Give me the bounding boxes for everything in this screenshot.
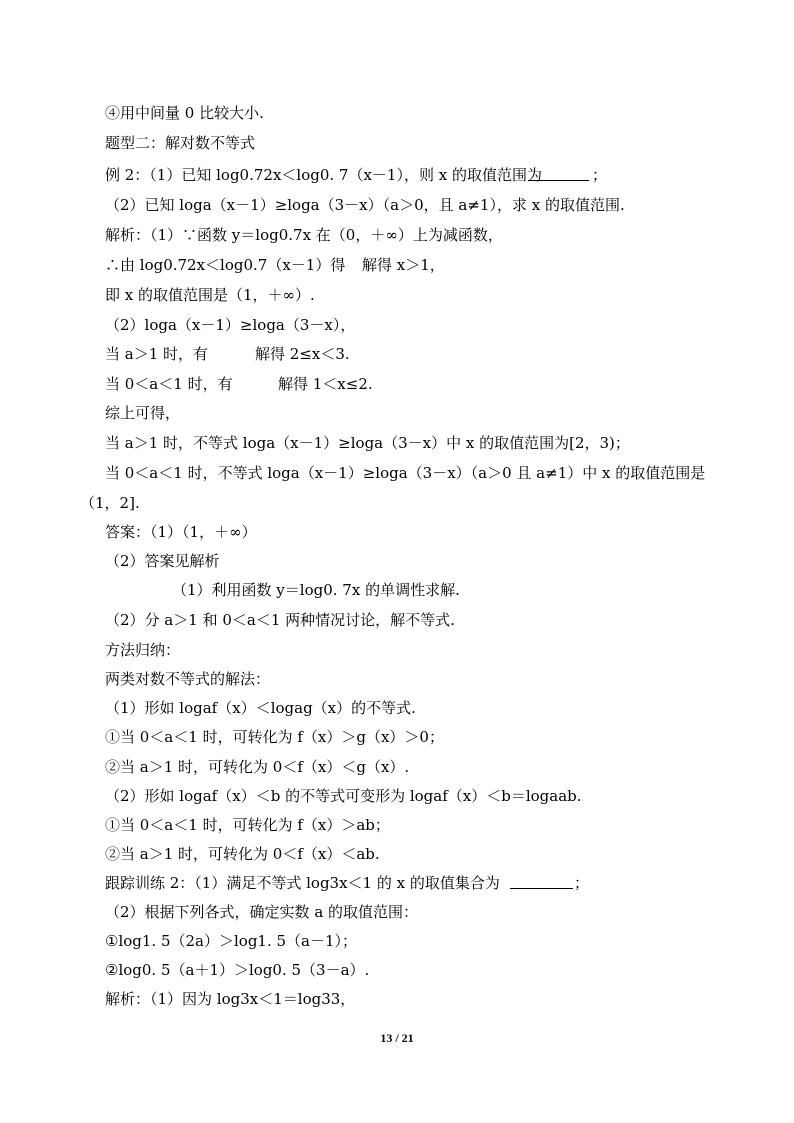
text-line: ； bbox=[574, 874, 590, 892]
text-line: 当 0＜a＜1 时，有 bbox=[105, 375, 233, 393]
text-line: 当 0＜a＜1 时，不等式 loga（x－1）≥loga（3－x）（a＞0 且 a≠1）中 x 的取值范围是 bbox=[105, 464, 706, 482]
text-line: 解得 2≤x＜3. bbox=[255, 345, 350, 363]
text-line: 解析：（1）∵函数 y＝log0.7x 在（0，＋∞）上为减函数， bbox=[105, 226, 503, 244]
text-line: 答案：（1）（1，＋∞） bbox=[105, 523, 257, 541]
page-number: 13 / 21 bbox=[380, 1031, 414, 1045]
text-line: （2）根据下列各式，确定实数 a 的取值范围： bbox=[105, 903, 419, 921]
text-line: ①log1. 5（2a）＞log1. 5（a－1）； bbox=[105, 932, 358, 950]
section-heading: 方法归纳： bbox=[105, 641, 181, 659]
text-line: （2）答案见解析 bbox=[105, 552, 220, 570]
answer-blank bbox=[510, 874, 573, 889]
answer-blank bbox=[528, 166, 589, 181]
text-line: ∴由 log0.72x＜log0.7（x－1）得 bbox=[105, 256, 346, 274]
text-line: ②log0. 5（a＋1）＞log0. 5（3－a）. bbox=[105, 961, 370, 979]
text-line: 即 x 的取值范围是（1，＋∞）. bbox=[105, 286, 315, 304]
text-line: 当 a＞1 时，不等式 loga（x－1）≥loga（3－x）中 x 的取值范围为[2，3)； bbox=[105, 434, 630, 452]
text-line: ②当 a＞1 时，可转化为 0＜f（x）＜ab. bbox=[105, 845, 380, 863]
text-line: 综上可得， bbox=[105, 404, 181, 422]
text-line: ； bbox=[592, 166, 608, 184]
text-line: ①当 0＜a＜1 时，可转化为 f（x）＞g（x）＞0； bbox=[105, 728, 444, 746]
text-line: 当 a＞1 时，有 bbox=[105, 345, 209, 363]
text-line: 解得 1＜x≤2. bbox=[278, 375, 373, 393]
text-line: （2）分 a＞1 和 0＜a＜1 两种情况讨论，解不等式. bbox=[105, 611, 455, 629]
text-line: 两类对数不等式的解法： bbox=[105, 670, 271, 688]
text-line: （1）利用函数 y＝log0. 7x 的单调性求解. bbox=[172, 581, 460, 599]
text-line: 例 2：（1）已知 log0.72x＜log0. 7（x－1），则 x 的取值范围为 bbox=[105, 166, 542, 184]
text-line: （1）形如 logaf（x）＜logag（x）的不等式. bbox=[105, 699, 416, 717]
text-line: （2）loga（x－1）≥loga（3－x）， bbox=[105, 316, 356, 334]
text-line: ④用中间量 0 比较大小. bbox=[105, 104, 264, 122]
text-line: 解得 x＞1， bbox=[362, 256, 445, 274]
text-line: （2）已知 loga（x－1）≥loga（3－x）（a＞0，且 a≠1），求 x 的取值范围. bbox=[105, 196, 625, 214]
text-line: ①当 0＜a＜1 时，可转化为 f（x）＞ab； bbox=[105, 816, 390, 834]
text-line: 跟踪训练 2：（1）满足不等式 log3x＜1 的 x 的取值集合为 bbox=[105, 874, 500, 892]
text-line: ②当 a＞1 时，可转化为 0＜f（x）＜g（x）. bbox=[105, 758, 410, 776]
text-line: 解析：（1）因为 log3x＜1＝log33， bbox=[105, 990, 356, 1008]
text-line: （2）形如 logaf（x）＜b 的不等式可变形为 logaf（x）＜b＝logaab. bbox=[105, 787, 582, 805]
section-heading: 题型二：解对数不等式 bbox=[105, 134, 256, 152]
text-line: （1，2]. bbox=[80, 494, 140, 512]
